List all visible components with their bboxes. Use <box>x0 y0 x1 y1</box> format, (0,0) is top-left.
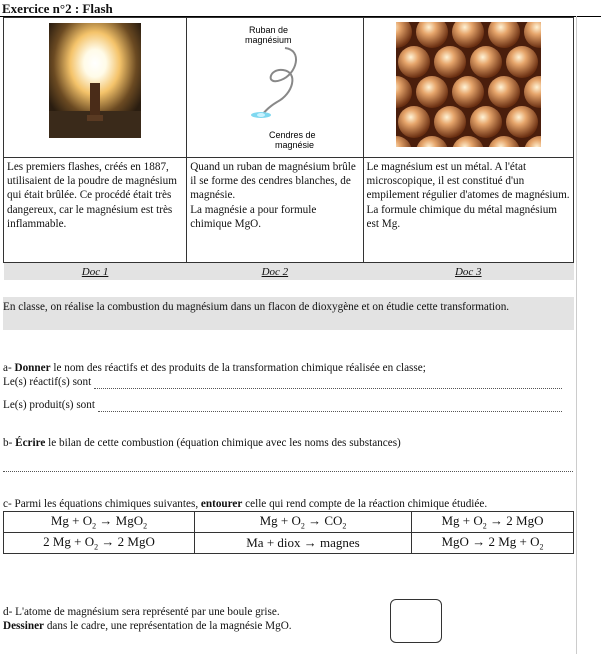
magnesium-ribbon-diagram <box>223 22 327 152</box>
flash-photo <box>49 23 141 138</box>
products-line[interactable] <box>3 398 562 412</box>
equation-answer-line[interactable] <box>3 458 573 472</box>
exercise-title: Exercice n°2 : Flash <box>2 1 113 16</box>
equation-4[interactable]: 2 $Mg + O_2 \to 2$ MgO <box>4 533 195 554</box>
question-b-verb: Écrire <box>15 437 46 449</box>
diagram-label-ash-2: magnésie <box>274 140 314 150</box>
doc2-text-p2: La magnésie a pour formule chimique MgO. <box>190 203 317 230</box>
doc3-text <box>363 158 573 263</box>
products-label: Le(s) produit(s) sont <box>3 399 95 411</box>
products-answer-dots[interactable] <box>98 411 562 412</box>
doc2-text-p1: Quand un ruban de magnésium brûle il se forme des cendres blanches, de magnésie. <box>190 161 356 202</box>
doc2-label: Doc 2 <box>187 263 363 281</box>
doc3-text-p2: La formule chimique du métal magnésium est Mg. <box>366 203 557 230</box>
question-c <box>3 497 487 511</box>
diagram-label-ribbon-2: magnésium <box>244 35 292 45</box>
question-c-prefix: c- Parmi les équations chimiques suivantes, <box>3 498 201 510</box>
doc1-image-cell <box>4 18 187 158</box>
doc3-image-cell <box>363 18 573 158</box>
equation-6[interactable]: MgO → 2 $Mg + O_2$ <box>412 533 574 554</box>
question-c-verb: entourer <box>200 498 243 510</box>
question-c-text: celle qui rend compte de la réaction chimique étudiée. <box>242 498 488 510</box>
question-d-text: dans le cadre, une représentation de la magnésie MgO. <box>44 620 292 632</box>
equation-3[interactable]: $Mg + O_2 \to 2$ MgO <box>412 512 574 533</box>
equations-table <box>3 511 574 554</box>
reactants-answer-dots[interactable] <box>94 388 562 389</box>
diagram-label-ash-1: Cendres de <box>268 130 316 140</box>
equation-5[interactable]: Ma + diox → magnes <box>195 533 412 554</box>
reactants-line[interactable] <box>3 375 562 389</box>
equation-1[interactable]: $Mg + O_2 \to MgO_2$ <box>4 512 195 533</box>
drawing-frame[interactable] <box>390 599 442 643</box>
doc1-text: Les premiers flashes, créés en 1887, utilisaient de la poudre de magnésium qui était brûlée. Ce procédé était très dangereux, car le magnésium est très inflammable. <box>4 158 187 263</box>
question-a-prefix: a- <box>3 362 15 374</box>
question-a-text: le nom des réactifs et des produits de la transformation chimique réalisée en classe; <box>50 362 426 374</box>
question-a <box>3 361 426 375</box>
question-b <box>3 436 401 450</box>
question-b-text: le bilan de cette combustion (équation chimique avec les noms des substances) <box>45 437 401 449</box>
diagram-label-ribbon: Ruban de <box>248 25 288 35</box>
doc2-text <box>187 158 363 263</box>
question-d-verb: Dessiner <box>3 620 45 632</box>
doc3-text-p1: Le magnésium est un métal. A l'état microscopique, il est constitué d'un empilement régulier d'atomes de magnésium. <box>366 161 570 202</box>
classroom-context: En classe, on réalise la combustion du magnésium dans un flacon de dioxygène et on étudie cette transformation. <box>3 297 574 330</box>
documents-table <box>3 17 574 280</box>
reactants-label: Le(s) réactif(s) sont <box>3 376 92 388</box>
equation-2[interactable]: $Mg + O_2 \to CO_2$ <box>195 512 412 533</box>
question-d <box>3 605 292 633</box>
doc1-label: Doc 1 <box>4 263 187 281</box>
margin-rule <box>576 16 577 654</box>
doc2-image-cell <box>187 18 363 158</box>
question-b-prefix: b- <box>3 437 16 449</box>
doc3-label: Doc 3 <box>363 263 573 281</box>
atoms-stacking <box>396 22 541 147</box>
question-d-line1: d- L'atome de magnésium sera représenté par une boule grise. <box>3 606 280 618</box>
question-a-verb: Donner <box>14 362 51 374</box>
equation-answer-dots[interactable] <box>3 461 573 472</box>
